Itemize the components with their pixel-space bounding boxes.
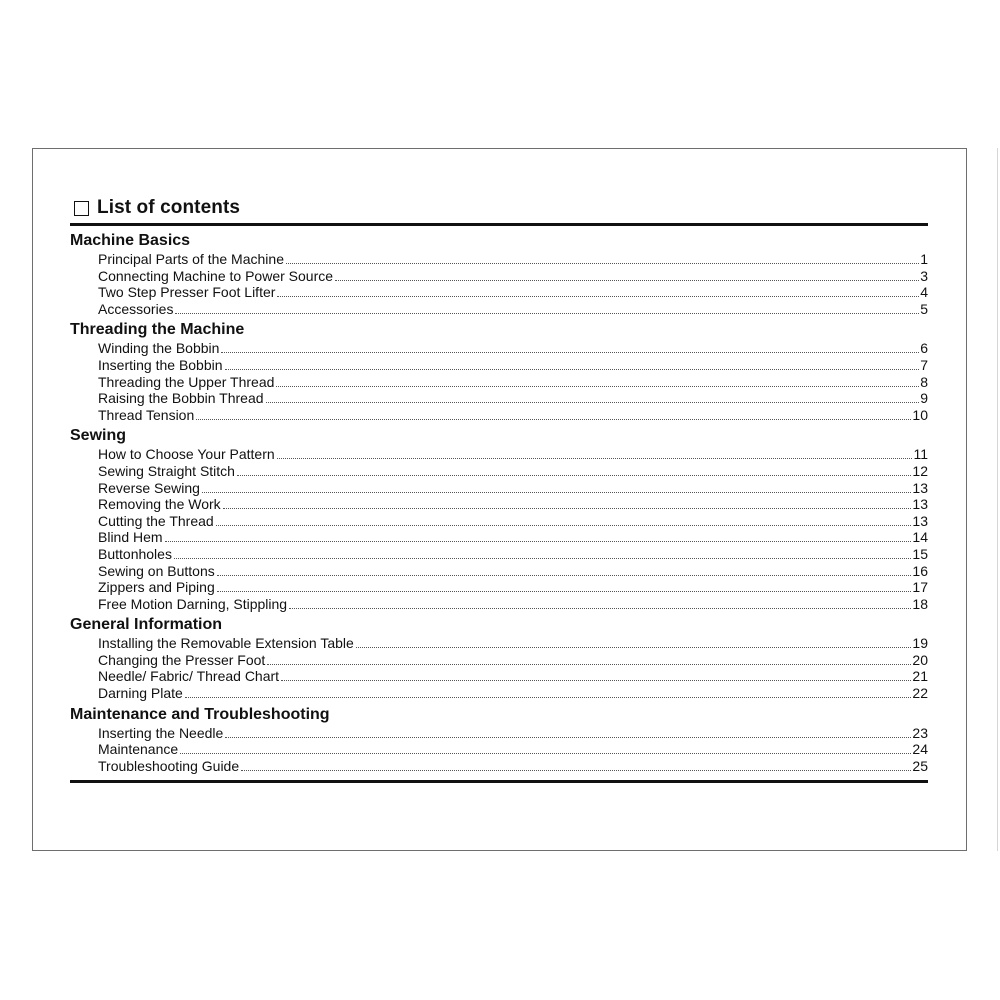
- entry-title: Removing the Work: [98, 496, 221, 513]
- entry-page-number: 20: [912, 651, 928, 668]
- toc-entry[interactable]: [98, 579, 928, 596]
- footer-rule: [70, 780, 928, 783]
- dot-leader: [216, 524, 912, 526]
- entry-title: Darning Plate: [98, 685, 183, 702]
- toc-entry[interactable]: [98, 685, 928, 702]
- entry-title: Cutting the Thread: [98, 512, 214, 529]
- toc-entry[interactable]: [98, 268, 928, 285]
- entry-page-number: 9: [920, 390, 928, 407]
- entry-page-number: 4: [920, 284, 928, 301]
- dot-leader: [277, 457, 913, 459]
- entry-title: How to Choose Your Pattern: [98, 446, 275, 463]
- toc-entry[interactable]: [98, 546, 928, 563]
- toc-entry[interactable]: [98, 741, 928, 758]
- toc-entry[interactable]: [98, 529, 928, 546]
- entry-title: Reverse Sewing: [98, 479, 200, 496]
- toc-entry[interactable]: [98, 496, 928, 513]
- toc-entry[interactable]: [98, 480, 928, 497]
- toc-section: [70, 426, 928, 612]
- entry-title: Buttonholes: [98, 545, 172, 562]
- entry-title: Blind Hem: [98, 529, 163, 546]
- dot-leader: [289, 607, 911, 609]
- entry-page-number: 23: [912, 724, 928, 741]
- entry-page-number: 12: [912, 462, 928, 479]
- dot-leader: [165, 540, 912, 542]
- entry-title: Connecting Machine to Power Source: [98, 267, 334, 284]
- toc-entry[interactable]: [98, 668, 928, 685]
- toc-entry[interactable]: [98, 563, 928, 580]
- header-rule: [70, 223, 928, 226]
- entry-title: Sewing on Buttons: [98, 562, 215, 579]
- dot-leader: [223, 507, 912, 509]
- dot-leader: [196, 418, 911, 420]
- toc-title: List of contents: [97, 197, 241, 218]
- toc-entry[interactable]: [98, 357, 928, 374]
- dot-leader: [185, 696, 912, 698]
- toc-section: [70, 231, 928, 317]
- entry-page-number: 16: [912, 562, 928, 579]
- dot-leader: [202, 491, 911, 493]
- toc-entry[interactable]: [98, 301, 928, 318]
- dot-leader: [217, 590, 912, 592]
- section-heading: Machine Basics: [70, 232, 191, 249]
- toc-sections: [70, 231, 928, 774]
- table-of-contents: [70, 195, 928, 783]
- dot-leader: [241, 769, 911, 771]
- section-heading: General Information: [70, 616, 223, 634]
- entry-title: Thread Tension: [98, 406, 195, 423]
- dot-leader: [217, 574, 912, 576]
- entry-title: Maintenance: [98, 741, 179, 758]
- toc-header: [70, 195, 928, 221]
- section-heading: Sewing: [70, 427, 127, 445]
- dot-leader: [180, 752, 911, 754]
- dot-leader: [286, 262, 919, 264]
- toc-entry[interactable]: [98, 407, 928, 424]
- dot-leader: [221, 351, 919, 353]
- entry-page-number: 6: [920, 340, 928, 357]
- toc-entry[interactable]: [98, 390, 928, 407]
- toc-entry[interactable]: [98, 340, 928, 357]
- entry-title: Inserting the Needle: [98, 724, 224, 741]
- dot-leader: [174, 557, 911, 559]
- dot-leader: [276, 385, 919, 387]
- dot-leader: [225, 736, 911, 738]
- entry-page-number: 3: [920, 267, 928, 284]
- entry-page-number: 5: [920, 300, 928, 317]
- entry-title: Installing the Removable Extension Table: [98, 635, 354, 652]
- checkbox-icon: [74, 201, 89, 216]
- toc-entry[interactable]: [98, 596, 928, 613]
- toc-entry[interactable]: [98, 374, 928, 391]
- toc-section: [70, 705, 928, 775]
- toc-entry[interactable]: [98, 635, 928, 652]
- entry-title: Changing the Presser Foot: [98, 651, 266, 668]
- entry-page-number: 21: [912, 668, 928, 685]
- dot-leader: [225, 368, 920, 370]
- entry-page-number: 19: [912, 635, 928, 652]
- dot-leader: [335, 279, 919, 281]
- entry-title: Two Step Presser Foot Lifter: [98, 284, 276, 301]
- entry-title: Needle/ Fabric/ Thread Chart: [98, 668, 280, 685]
- dot-leader: [175, 312, 919, 314]
- entry-title: Principal Parts of the Machine: [98, 251, 284, 267]
- adjacent-page-edge: [997, 148, 998, 851]
- entry-page-number: 25: [912, 757, 928, 774]
- toc-entry[interactable]: [98, 446, 928, 463]
- entry-title: Threading the Upper Thread: [98, 373, 275, 390]
- entry-page-number: 22: [912, 685, 928, 702]
- entry-title: Sewing Straight Stitch: [98, 462, 235, 479]
- entry-title: Winding the Bobbin: [98, 340, 220, 357]
- entry-page-number: 15: [912, 545, 928, 562]
- dot-leader: [277, 295, 919, 297]
- toc-entry[interactable]: [98, 284, 928, 301]
- entry-page-number: 11: [913, 446, 928, 463]
- entry-page-number: 13: [912, 512, 928, 529]
- entry-title: Inserting the Bobbin: [98, 356, 223, 373]
- section-heading: Maintenance and Troubleshooting: [70, 705, 330, 723]
- entry-page-number: 24: [912, 741, 928, 758]
- entry-title: Raising the Bobbin Thread: [98, 390, 264, 407]
- entry-page-number: 13: [912, 496, 928, 513]
- entry-page-number: 14: [912, 529, 928, 546]
- toc-entry[interactable]: [98, 652, 928, 669]
- entry-page-number: 17: [912, 579, 928, 596]
- entry-title: Free Motion Darning, Stippling: [98, 595, 288, 612]
- entry-title: Zippers and Piping: [98, 579, 215, 596]
- entry-page-number: 1: [920, 251, 928, 267]
- toc-entry[interactable]: [98, 758, 928, 775]
- entry-page-number: 8: [920, 373, 928, 390]
- toc-entry[interactable]: [98, 463, 928, 480]
- toc-entry[interactable]: [98, 513, 928, 530]
- toc-entry[interactable]: [98, 251, 928, 268]
- dot-leader: [237, 474, 911, 476]
- dot-leader: [266, 401, 920, 403]
- entry-page-number: 18: [912, 595, 928, 612]
- dot-leader: [267, 663, 911, 665]
- entry-title: Accessories: [98, 300, 174, 317]
- entry-title: Troubleshooting Guide: [98, 757, 240, 774]
- entry-page-number: 7: [920, 356, 928, 373]
- entry-page-number: 10: [912, 406, 928, 423]
- toc-section: [70, 615, 928, 701]
- toc-section: [70, 320, 928, 423]
- dot-leader: [356, 646, 912, 648]
- section-heading: Threading the Machine: [70, 321, 245, 339]
- dot-leader: [281, 679, 911, 681]
- entry-page-number: 13: [912, 479, 928, 496]
- toc-entry[interactable]: [98, 725, 928, 742]
